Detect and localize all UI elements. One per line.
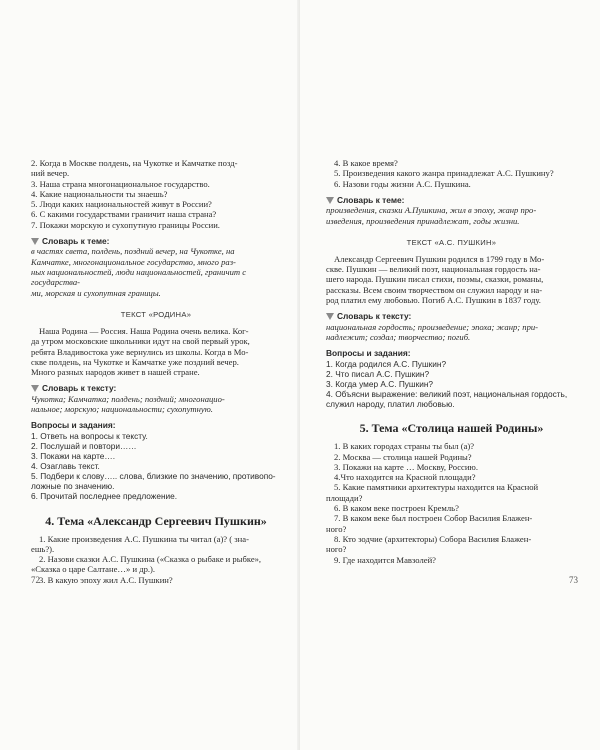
list-item: 2. Назови сказки А.С. Пушкина («Сказка о рыбаке и рыбке», [39, 554, 262, 565]
task-item: 1. Ответь на вопросы к тексту. [31, 430, 148, 441]
page-number-left: 72 [31, 575, 40, 585]
theme-4-title: 4. Тема «Александр Сергеевич Пушкин» [45, 513, 267, 528]
triangle-marker-icon [326, 197, 334, 204]
list-item: 3. В какую эпоху жил А.С. Пушкин? [39, 574, 173, 585]
text-line: Много разных народов живет в нашей стране. [31, 367, 200, 378]
task-item: 2. Что писал А.С. Пушкин? [326, 368, 430, 379]
list-item: 6. Назови годы жизни А.С. Пушкина. [334, 178, 471, 189]
list-item: 5. Какие памятники архитектуры находится на Красной [334, 482, 539, 493]
list-item: 4. В какое время? [334, 158, 398, 168]
triangle-marker-icon [31, 385, 39, 392]
left-column [31, 158, 281, 585]
task-item: 2. Послушай и повтори…… [31, 440, 137, 451]
list-item: 4.Что находится на Красной площади? [334, 472, 476, 483]
vocab-line: изведения, произведения принадлежат, годы жизни. [326, 215, 520, 226]
text-line: Наша Родина — Россия. Наша Родина очень велика. Ког- [39, 325, 249, 336]
vocab-theme-heading [31, 236, 281, 246]
list-item: 3. Наша страна многонациональное государство. [31, 178, 210, 189]
list-item: ешь?). [31, 543, 55, 554]
right-column [326, 158, 577, 565]
list-item: 5. Люди каких национальностей живут в России? [31, 199, 212, 210]
list-item: 7. Покажи морскую и сухопутную границы России. [31, 219, 220, 230]
tasks-heading: Вопросы и задания: [326, 348, 411, 359]
list-item: 8. Кто зодчие (архитекторы) Собора Василия Блажен- [334, 533, 532, 544]
task-item: служил народу, платил любовью. [326, 399, 455, 410]
vocab-line: нальное; морскую; национальности; сухопутную. [31, 404, 213, 415]
vocab-theme-heading [326, 195, 577, 205]
task-item: ложные по значению. [31, 481, 115, 492]
vocab-theme-label: Словарь к теме: [42, 236, 110, 247]
vocab-text-heading [326, 311, 577, 321]
text-line: род платил ему любовью. Погиб А.С. Пушкин в 1837 году. [326, 295, 541, 306]
vocab-line: Чукотка; Камчатка; полдень; поздний; многонацио- [31, 393, 225, 404]
list-item: 2. Когда в Москве полдень, на Чукотке и Камчатке позд- [31, 158, 238, 168]
vocab-line: в частях света, полдень, поздний вечер, на Чукотке, на [31, 246, 235, 257]
text-title: ТЕКСТ «РОДИНА» [120, 309, 192, 319]
text-line: скве полдень, на Чукотке и Камчатке уже поздний вечер. [31, 356, 239, 367]
list-item: 4. Какие национальности ты знаешь? [31, 188, 168, 199]
list-item: «Сказка о царе Салтане…» и др.). [31, 564, 156, 575]
vocab-line: надлежит; создал; творчество; погиб. [326, 332, 471, 343]
list-item: 9. Где находится Мавзолей? [334, 554, 436, 565]
list-item: 2. Москва — столица нашей Родины? [334, 451, 472, 462]
list-item: 6. С какими государствами граничит наша страна? [31, 209, 217, 220]
task-item: 1. Когда родился А.С. Пушкин? [326, 358, 447, 369]
list-item: 7. В каком веке был построен Собор Василия Блажен- [334, 513, 533, 524]
vocab-line: ных национальностей, люди национальностей, граничит с государства- [31, 267, 247, 288]
list-item: ний вечер. [31, 168, 70, 179]
vocab-theme-label: Словарь к теме: [337, 194, 405, 205]
list-item: 1. Какие произведения А.С. Пушкина ты читал (а)? ( зна- [39, 533, 249, 544]
vocab-text-heading [31, 383, 281, 393]
list-item: 1. В каких городах страны ты был (а)? [334, 441, 475, 452]
text-line: да утром московские школьники идут на свой первый урок, [31, 336, 250, 347]
vocab-line: произведения, сказки А.Пушкина, жил в эпоху, жанр про- [326, 205, 537, 216]
task-item: 6. Прочитай последнее предложение. [31, 491, 178, 502]
theme-5-title: 5. Тема «Столица нашей Родины» [359, 421, 544, 436]
task-item: 3. Когда умер А.С. Пушкин? [326, 378, 434, 389]
vocab-text-label: Словарь к тексту: [337, 311, 412, 322]
vocab-line: национальная гордость; произведение; эпоха; жанр; при- [326, 321, 539, 332]
page-number-right: 73 [569, 575, 578, 585]
vocab-line: ми, морская и сухопутная границы. [31, 287, 161, 298]
text-line: рассказы. Всем своим творчеством он служил народу и на- [326, 284, 543, 295]
text-line: ребята Владивостока уже вернулись из школы. Когда в Мо- [31, 346, 249, 357]
text-line: шего народа. Пушкин писал стихи, поэмы, сказки, романы, [326, 274, 544, 285]
task-item: 3. Покажи на карте…. [31, 451, 116, 462]
task-item: 4. Озаглавь текст. [31, 461, 100, 472]
text-line: скве. Пушкин — великий поэт, национальная гордость на- [326, 264, 541, 275]
list-item: площади? [326, 492, 363, 503]
triangle-marker-icon [31, 238, 39, 245]
task-item: 5. Подбери к слову….. слова, близкие по значению, противопо- [31, 471, 276, 482]
vocab-line: Камчатке, многонациональное государство, много раз- [31, 256, 236, 267]
list-item: 6. В каком веке построен Кремль? [334, 503, 459, 514]
list-item: ного? [326, 544, 347, 555]
text-title: ТЕКСТ «А.С. ПУШКИН» [406, 237, 497, 247]
page-right [300, 0, 600, 750]
text-line: Александр Сергеевич Пушкин родился в 1799 году в Мо- [334, 253, 545, 264]
tasks-heading: Вопросы и задания: [31, 420, 116, 431]
vocab-text-label: Словарь к тексту: [42, 383, 117, 394]
list-item: 5. Произведения какого жанра принадлежат А.С. Пушкину? [334, 168, 554, 179]
list-item: 3. Покажи на карте … Москву, Россию. [334, 461, 479, 472]
list-item: ного? [326, 523, 347, 534]
triangle-marker-icon [326, 313, 334, 320]
task-item: 4. Объясни выражение: великий поэт, национальная гордость, [326, 389, 568, 400]
